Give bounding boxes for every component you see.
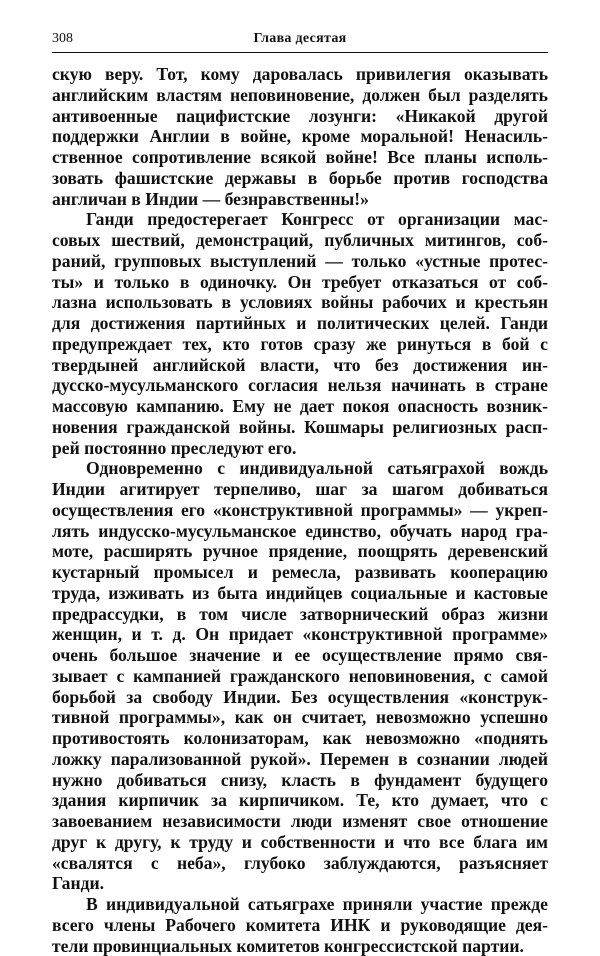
text-line: предрассудки, в том числе затворнический образ жизни: [52, 604, 548, 625]
page-number: 308: [52, 31, 73, 47]
text-line: друг к другу, к труду и собственности и что все блага им: [52, 832, 548, 853]
text-line: женщин, и т. д. Он придает «конструктивной программе»: [52, 624, 548, 645]
text-line: «свалятся с неба», глубоко заблуждаются, разъясняет: [52, 853, 548, 874]
text-line: Ганди предостерегает Конгресс от организации мас-: [52, 209, 548, 230]
text-line: кустарный промысел и ремесла, развивать кооперацию: [52, 562, 548, 583]
text-line: ложку парализованной рукой». Перемен в сознании людей: [52, 749, 548, 770]
text-line: Ганди.: [52, 873, 548, 894]
text-line: моте, расширять ручное прядение, поощрять деревенский: [52, 541, 548, 562]
chapter-title: Глава десятая: [52, 31, 548, 47]
text-line: ственное сопротивление всякой войне! Все планы исполь-: [52, 147, 548, 168]
text-line: скую веру. Тот, кому даровалась привилегия оказывать: [52, 64, 548, 85]
text-line: твердыней английской власти, что без достижения ин-: [52, 355, 548, 376]
text-line: осуществления его «конструктивной программы» — укреп-: [52, 500, 548, 521]
body-text: [52, 64, 548, 956]
paragraph: [52, 458, 548, 894]
text-line: завоеванием независимости люди изменят свое отношение: [52, 811, 548, 832]
text-line: раний, групповых выступлений — только «устные протес-: [52, 251, 548, 272]
text-line: совых шествий, демонстраций, публичных митингов, соб-: [52, 230, 548, 251]
text-line: тивной программы», как он считает, невозможно успешно: [52, 707, 548, 728]
text-line: новения гражданской войны. Кошмары религиозных расп-: [52, 417, 548, 438]
text-line: поддержки Англии в войне, кроме моральной! Ненасиль-: [52, 126, 548, 147]
text-line: всего члены Рабочего комитета ИНК и руководящие дея-: [52, 915, 548, 936]
header-rule: [52, 52, 548, 53]
text-line: антивоенные пацифистские лозунги: «Никакой другой: [52, 106, 548, 127]
text-line: тели провинциальных комитетов конгрессистской партии.: [52, 936, 548, 956]
book-page: [52, 29, 548, 956]
text-line: зовать фашистские державы в борьбе против господства: [52, 168, 548, 189]
text-line: В индивидуальной сатьяграхе приняли участие прежде: [52, 894, 548, 915]
text-line: для достижения партийных и политических целей. Ганди: [52, 313, 548, 334]
paragraph: [52, 64, 548, 209]
text-line: Индии агитирует терпеливо, шаг за шагом добиваться: [52, 479, 548, 500]
text-line: предупреждает тех, кто готов сразу же ринуться в бой с: [52, 334, 548, 355]
text-line: массовую кампанию. Ему не дает покоя опасность возник-: [52, 396, 548, 417]
text-line: нужно добиваться снизу, класть в фундамент будущего: [52, 770, 548, 791]
text-line: английским властям неповиновение, должен был разделять: [52, 85, 548, 106]
text-line: очень большое значение и ее осуществление прямо свя-: [52, 645, 548, 666]
text-line: противостоять колонизаторам, как невозможно «поднять: [52, 728, 548, 749]
text-line: англичан в Индии — безнравственны!»: [52, 189, 548, 210]
text-line: Одновременно с индивидуальной сатьяграхой вождь: [52, 458, 548, 479]
text-line: лять индусско-мусульманское единство, обучать народ гра-: [52, 521, 548, 542]
text-line: ты» и только в одиночку. Он требует отказаться от соб-: [52, 272, 548, 293]
text-line: зывает с кампанией гражданского неповиновения, с самой: [52, 666, 548, 687]
text-line: лазна использовать в условиях войны рабочих и крестьян: [52, 292, 548, 313]
text-line: здания кирпичик за кирпичиком. Те, кто думает, что с: [52, 790, 548, 811]
paragraph: [52, 894, 548, 956]
text-line: борьбой за свободу Индии. Без осуществления «конструк-: [52, 687, 548, 708]
text-line: рей постоянно преследуют его.: [52, 438, 548, 459]
text-line: дусско-мусульманского согласия нельзя начинать в стране: [52, 375, 548, 396]
text-line: труда, изживать из быта индийцев социальные и кастовые: [52, 583, 548, 604]
running-head: [52, 29, 548, 49]
paragraph: [52, 209, 548, 458]
